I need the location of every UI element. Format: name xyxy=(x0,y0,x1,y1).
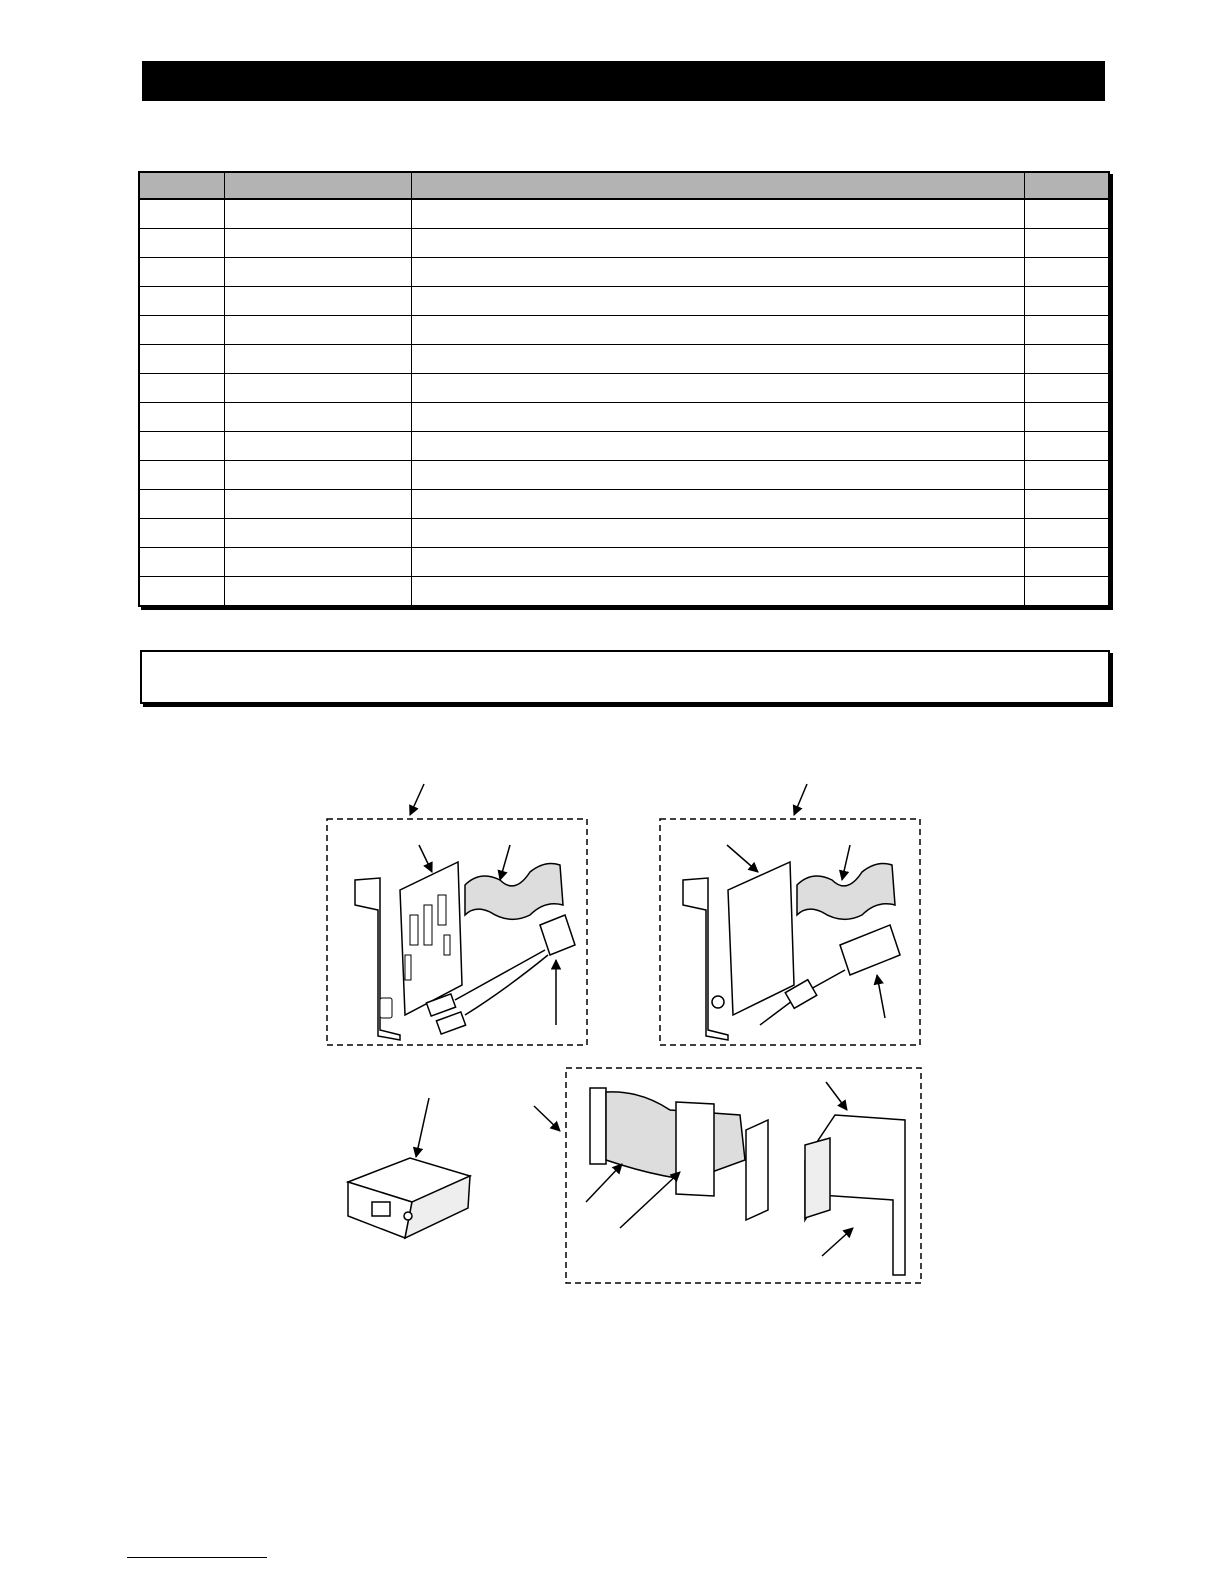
table-row xyxy=(139,229,1109,258)
table-cell xyxy=(224,548,411,577)
table-cell xyxy=(224,199,411,229)
table-cell xyxy=(224,316,411,345)
table-cell xyxy=(411,548,1024,577)
table-row xyxy=(139,258,1109,287)
callout-arrow xyxy=(842,845,850,880)
table-cell xyxy=(411,316,1024,345)
callout-arrow xyxy=(586,1164,622,1202)
column-header xyxy=(139,172,224,199)
parts-illustration xyxy=(0,760,1224,1300)
callout-arrow xyxy=(794,784,807,815)
table-row xyxy=(139,490,1109,519)
table-cell xyxy=(1024,577,1109,607)
callout-arrow xyxy=(419,845,432,872)
table-cell xyxy=(224,345,411,374)
ferrite-block xyxy=(676,1102,714,1196)
table-cell xyxy=(411,403,1024,432)
table-cell xyxy=(139,548,224,577)
table-row xyxy=(139,432,1109,461)
table-cell xyxy=(1024,519,1109,548)
column-header xyxy=(411,172,1024,199)
table-cell xyxy=(411,577,1024,607)
table-cell xyxy=(139,374,224,403)
plug-b xyxy=(436,1012,465,1034)
table-header-row xyxy=(139,172,1109,199)
callout-arrow xyxy=(620,1172,680,1228)
section-title xyxy=(142,72,154,89)
centronics-port xyxy=(805,1138,830,1218)
mounting-bracket xyxy=(355,878,400,1040)
mounting-bracket xyxy=(683,878,728,1040)
callout-arrow xyxy=(410,784,424,815)
table-cell xyxy=(1024,199,1109,229)
table-cell xyxy=(139,287,224,316)
table-row xyxy=(139,199,1109,229)
table-cell xyxy=(411,229,1024,258)
table-cell xyxy=(224,461,411,490)
table-cell xyxy=(411,287,1024,316)
table-cell xyxy=(1024,345,1109,374)
table-cell xyxy=(1024,548,1109,577)
callout-arrow xyxy=(877,975,885,1018)
rj45-port xyxy=(372,1202,390,1216)
table-cell xyxy=(139,432,224,461)
callout-arrow xyxy=(822,1228,853,1256)
table-cell xyxy=(224,258,411,287)
table-row xyxy=(139,577,1109,607)
table-cell xyxy=(139,199,224,229)
table-cell xyxy=(139,258,224,287)
db9-connector xyxy=(540,915,575,955)
table-cell xyxy=(224,490,411,519)
table-cell xyxy=(1024,287,1109,316)
callout-arrow xyxy=(727,845,758,872)
table-cell xyxy=(1024,403,1109,432)
column-header xyxy=(224,172,411,199)
table-row xyxy=(139,461,1109,490)
parallel-interface-kit-panel xyxy=(534,1068,921,1283)
table-row xyxy=(139,548,1109,577)
table-cell xyxy=(224,229,411,258)
note-box xyxy=(140,650,1110,704)
table-cell xyxy=(1024,316,1109,345)
callout-arrow xyxy=(416,1098,429,1157)
table-cell xyxy=(1024,461,1109,490)
usb-interface-kit-panel xyxy=(660,784,920,1045)
table-cell xyxy=(139,403,224,432)
table-cell xyxy=(224,287,411,316)
table-cell xyxy=(224,374,411,403)
serial-interface-kit-panel xyxy=(327,784,587,1045)
section-title-bar xyxy=(142,61,1105,101)
ribbon-cable xyxy=(797,864,895,920)
table-cell xyxy=(139,490,224,519)
table-cell xyxy=(411,461,1024,490)
table-cell xyxy=(1024,490,1109,519)
table-row xyxy=(139,316,1109,345)
callout-arrow xyxy=(826,1082,847,1110)
network-adapter-panel xyxy=(348,1098,470,1238)
footnote-rule xyxy=(127,1557,267,1558)
ribbon-cable xyxy=(465,864,563,920)
parts-table xyxy=(138,171,1110,607)
table-cell xyxy=(224,577,411,607)
note-text xyxy=(142,652,1108,684)
table-cell xyxy=(411,490,1024,519)
table-body xyxy=(139,199,1109,606)
table-cell xyxy=(1024,374,1109,403)
table-cell xyxy=(1024,258,1109,287)
table-cell xyxy=(411,199,1024,229)
table-row xyxy=(139,287,1109,316)
table-cell xyxy=(139,345,224,374)
table-cell xyxy=(139,519,224,548)
table-row xyxy=(139,519,1109,548)
table-row xyxy=(139,403,1109,432)
table-cell xyxy=(224,403,411,432)
table-cell xyxy=(411,519,1024,548)
status-led xyxy=(404,1212,412,1220)
table-cell xyxy=(224,432,411,461)
table-cell xyxy=(411,374,1024,403)
y-cable xyxy=(455,950,548,1015)
table-cell xyxy=(139,461,224,490)
table-cell xyxy=(139,577,224,607)
table-cell xyxy=(411,432,1024,461)
table-row xyxy=(139,374,1109,403)
interface-board xyxy=(728,862,794,1015)
table-cell xyxy=(411,345,1024,374)
ribbon-header xyxy=(590,1088,606,1164)
table-cell xyxy=(1024,432,1109,461)
callout-arrow xyxy=(534,1106,560,1131)
callout-arrow xyxy=(500,845,510,880)
table-row xyxy=(139,345,1109,374)
centronics-connector xyxy=(746,1120,768,1220)
usb-connector xyxy=(840,925,900,975)
column-header xyxy=(1024,172,1109,199)
table-cell xyxy=(139,316,224,345)
table-cell xyxy=(411,258,1024,287)
led-indicator xyxy=(712,996,724,1008)
table-cell xyxy=(224,519,411,548)
table-cell xyxy=(139,229,224,258)
table-cell xyxy=(1024,229,1109,258)
